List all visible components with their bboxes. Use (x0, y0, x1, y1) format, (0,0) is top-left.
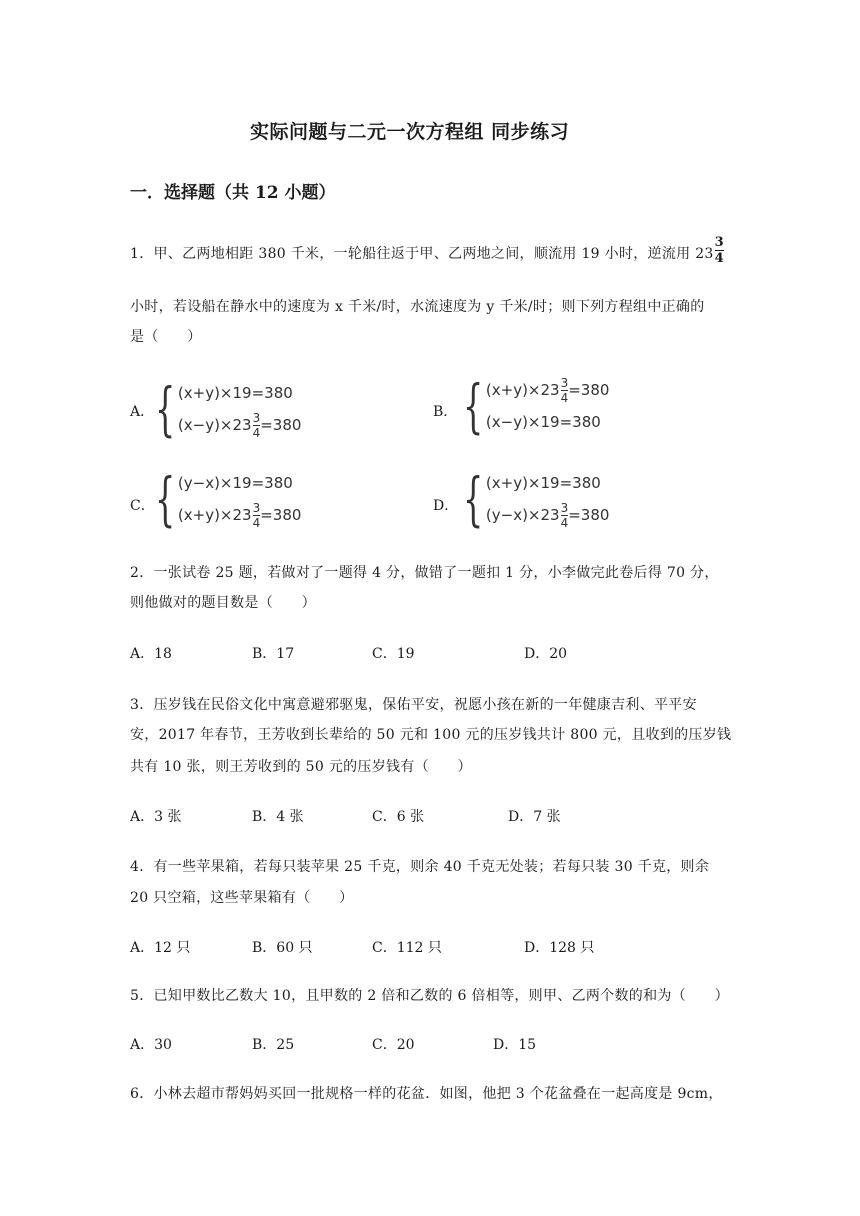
equation: (x−y)×19=380 (485, 413, 601, 431)
option-a-label[interactable]: A． (130, 404, 155, 420)
question-1-line-1 (130, 234, 724, 266)
brace-icon: { (463, 372, 484, 440)
section-heading: 一．选择题（共 12 小题） (130, 183, 336, 203)
option-c-label[interactable]: C． (130, 498, 155, 514)
brace-icon: { (155, 375, 176, 443)
question-3-line-2: 安，2017 年春节，王芳收到长辈给的 50 元和 100 元的压岁钱共计 800 元，且收到的压岁钱 (130, 727, 732, 743)
option-d[interactable]: D．20 (524, 646, 568, 662)
option-a-system[interactable] (155, 375, 302, 443)
question-4-line-2: 20 只空箱，这些苹果箱有（ ） (130, 890, 354, 906)
question-1-line-3: 是（ ） (130, 329, 202, 345)
option-b[interactable]: B．4 张 (252, 809, 304, 825)
option-c[interactable]: C．6 张 (372, 809, 425, 825)
option-b[interactable]: B．25 (252, 1037, 295, 1053)
question-6-line-1: 6．小林去超市帮妈妈买回一批规格一样的花盆．如图，他把 3 个花盆叠在一起高度是 9cm， (130, 1086, 723, 1102)
option-a[interactable]: A．12 只 (130, 940, 191, 956)
option-a[interactable]: A．30 (130, 1037, 172, 1053)
option-b-label[interactable]: B． (433, 404, 458, 420)
option-b-system[interactable] (463, 372, 610, 440)
equation: (x−y)×23 $\frac{3}{4}$ =380 (177, 410, 302, 440)
option-d[interactable]: D．15 (493, 1037, 537, 1053)
question-2-line-2: 则他做对的题目数是（ ） (130, 595, 316, 611)
page-title: 实际问题与二元一次方程组 同步练习 (250, 121, 570, 143)
option-b[interactable]: B．60 只 (252, 940, 313, 956)
equation: (x+y)×23 $\frac{3}{4}$ =380 (177, 500, 302, 530)
equation: (y−x)×23 $\frac{3}{4}$ =380 (485, 500, 610, 530)
brace-icon: { (155, 465, 176, 533)
question-3-line-3: 共有 10 张，则王芳收到的 50 元的压岁钱有（ ） (130, 759, 472, 775)
question-2-line-1: 2．一张试卷 25 题，若做对了一题得 4 分，做错了一题扣 1 分，小李做完此卷后得 70 分， (130, 565, 719, 581)
option-d-system[interactable] (463, 465, 610, 533)
option-c[interactable]: C．20 (372, 1037, 415, 1053)
option-b[interactable]: B．17 (252, 646, 295, 662)
question-1-line-2: 小时，若设船在静水中的速度为 x 千米/时，水流速度为 y 千米/时；则下列方程组中正确的 (130, 299, 705, 315)
option-d[interactable]: D．7 张 (508, 809, 561, 825)
equation: (x+y)×23 $\frac{3}{4}$ =380 (485, 375, 610, 405)
equation: (x+y)×19=380 (485, 474, 601, 492)
question-1-text: 1．甲、乙两地相距 380 千米，一轮船往返于甲、乙两地之间，顺流用 19 小时，逆流用 23 (130, 246, 714, 262)
brace-icon: { (463, 465, 484, 533)
option-a[interactable]: A．3 张 (130, 809, 182, 825)
question-3-line-1: 3．压岁钱在民俗文化中寓意避邪驱鬼，保佑平安，祝愿小孩在新的一年健康吉利、平平安 (130, 697, 697, 713)
option-a[interactable]: A．18 (130, 646, 172, 662)
option-c-system[interactable] (155, 465, 302, 533)
fraction-denominator: 4 (714, 250, 724, 266)
question-5-line-1: 5．已知甲数比乙数大 10，且甲数的 2 倍和乙数的 6 倍相等，则甲、乙两个数的和为（ ） (130, 988, 729, 1004)
option-d-label[interactable]: D． (433, 498, 459, 514)
equation: (x+y)×19=380 (177, 384, 293, 402)
fraction-numerator: 3 (714, 234, 724, 250)
question-4-line-1: 4．有一些苹果箱，若每只装苹果 25 千克，则余 40 千克无处装；若每只装 30 千克，则余 (130, 859, 710, 875)
option-d[interactable]: D．128 只 (524, 940, 595, 956)
fraction (715, 236, 724, 265)
option-c[interactable]: C．112 只 (372, 940, 442, 956)
option-c[interactable]: C．19 (372, 646, 415, 662)
equation: (y−x)×19=380 (177, 474, 293, 492)
